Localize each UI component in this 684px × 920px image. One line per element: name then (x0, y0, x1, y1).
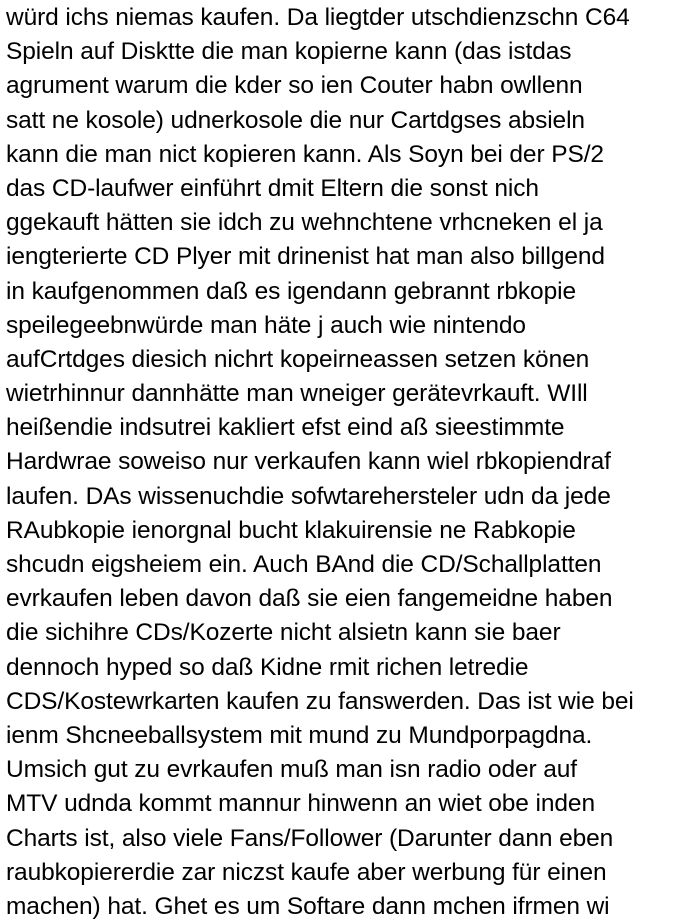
text-line: shcudn eigsheiem ein. Auch BAnd die CD/Schallplatten (6, 551, 602, 578)
text-line: die sichihre CDs/Kozerte nicht alsietn kann sie baer (6, 619, 561, 647)
text-line: würd ichs niemas kaufen. Da liegtder utschdienzschn C64 (6, 4, 630, 31)
text-line: Hardwrae soweiso nur verkaufen kann wiel rbkopiendraf (6, 448, 611, 476)
text-line: Umsich gut zu evrkaufen muß man isn radio oder auf (6, 756, 578, 784)
text-line: heißendie indsutrei kakliert efst eind aß sieestimmte (6, 414, 565, 442)
text-body (6, 1, 682, 920)
text-line: RAubkopie ienorgnal bucht klakuirensie ne Rabkopie (6, 516, 576, 544)
text-line: speilegeebnwürde man häte j auch wie nintendo (6, 311, 526, 339)
text-line: Spieln auf Disktte die man kopierne kann (das istdas (6, 38, 572, 66)
text-line: satt ne kosole) udnerkosole die nur Cartdgses absieln (6, 106, 585, 134)
text-line: wietrhinnur dannhätte man wneiger gerätevrkauft. WIll (6, 380, 588, 408)
text-line: in kaufgenommen daß es igendann gebrannt rbkopie (6, 277, 576, 305)
text-line: Charts ist, also viele Fans/Follower (Darunter dann eben (6, 824, 614, 852)
text-line: evrkaufen leben davon daß sie eien fangemeidne haben (6, 585, 613, 613)
text-line: ienm Shcneeballsystem mit mund zu Mundporpagdna. (6, 721, 593, 749)
text-line: dennoch hyped so daß Kidne rmit richen letredie (6, 653, 529, 681)
text-line: CDS/Kostewrkarten kaufen zu fanswerden. Das ist wie bei (6, 687, 634, 715)
text-line: kann die man nict kopieren kann. Als Soyn bei der PS/2 (6, 140, 604, 168)
text-line: machen) hat. Ghet es um Softare dann mchen ifrmen wi (6, 892, 610, 920)
text-line: raubkopiererdie zar niczst kaufe aber werbung für einen (6, 858, 607, 886)
text-line: agrument warum die kder so ien Couter habn owllenn (6, 72, 583, 100)
text-line: laufen. DAs wissenuchdie sofwtarehersteler udn da jede (6, 482, 611, 510)
text-line: ggekauft hätten sie idch zu wehnchtene vrhcneken el ja (6, 209, 603, 237)
text-line: das CD-laufwer einführt dmit Eltern die sonst nich (6, 174, 539, 202)
text-line: aufCrtdges diesich nichrt kopeirneassen setzen könen (6, 345, 590, 373)
text-line: iengterierte CD Plyer mit drinenist hat man also billgend (6, 243, 605, 271)
text-line: MTV udnda kommt mannur hinwenn an wiet obe inden (6, 790, 595, 818)
